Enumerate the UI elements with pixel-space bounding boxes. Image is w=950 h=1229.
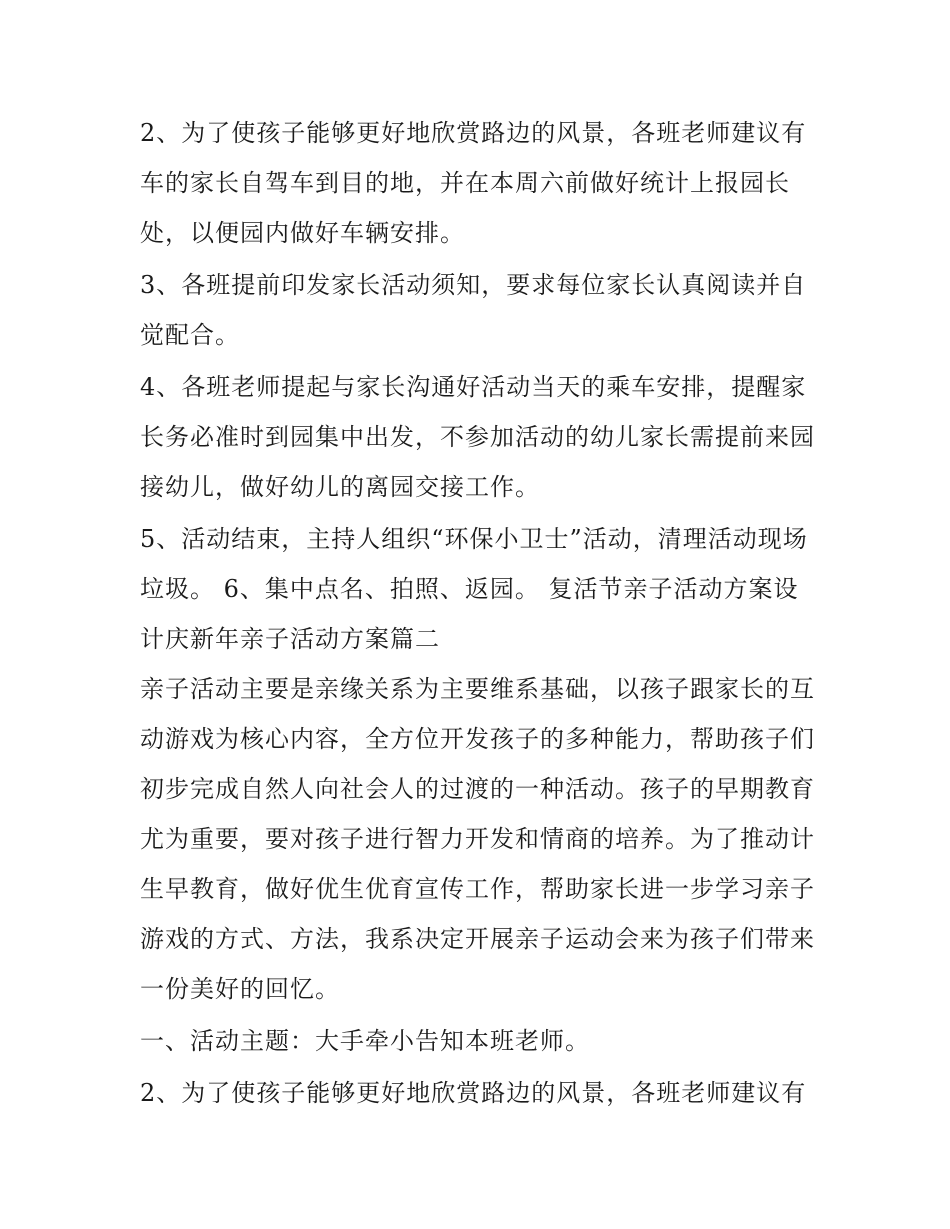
paragraph-item-3-notice: 3、各班提前印发家长活动须知，要求每位家长认真阅读并自觉配合。 <box>140 271 807 349</box>
document-body <box>140 108 820 1120</box>
paragraph-item-2-repeat: 2、为了使孩子能够更好地欣赏路边的风景，各班老师建议有 <box>140 1079 807 1107</box>
paragraph-item-5-closing: 5、活动结束，主持人组织“环保小卫士”活动，清理活动现场垃圾。 6、集中点名、拍照、返园。 复活节亲子活动方案设计庆新年亲子活动方案篇二 <box>140 525 808 653</box>
paragraph-item-2-carpool: 2、为了使孩子能够更好地欣赏路边的风景，各班老师建议有车的家长自驾车到目的地，并在本周六前做好统计上报园长处，以便园内做好车辆安排。 <box>140 119 807 247</box>
paragraph-section-theme: 一、活动主题：大手牵小告知本班老师。 <box>140 1027 590 1055</box>
paragraph-item-4-transport: 4、各班老师提起与家长沟通好活动当天的乘车安排，提醒家长务必准时到园集中出发，不参加活动的幼儿家长需提前来园接幼儿，做好幼儿的离园交接工作。 <box>140 373 815 501</box>
paragraph-intro: 亲子活动主要是亲缘关系为主要维系基础，以孩子跟家长的互动游戏为核心内容，全方位开发孩子的多种能力，帮助孩子们初步完成自然人向社会人的过渡的一种活动。孩子的早期教育尤为重要，要对孩子进行智力开发和情商的培养。为了推动计生早教育，做好优生优育宣传工作，帮助家长进一步学习亲子游戏的方式、方法，我系决定开展亲子运动会来为孩子们带来一份美好的回忆。 <box>140 675 815 1003</box>
